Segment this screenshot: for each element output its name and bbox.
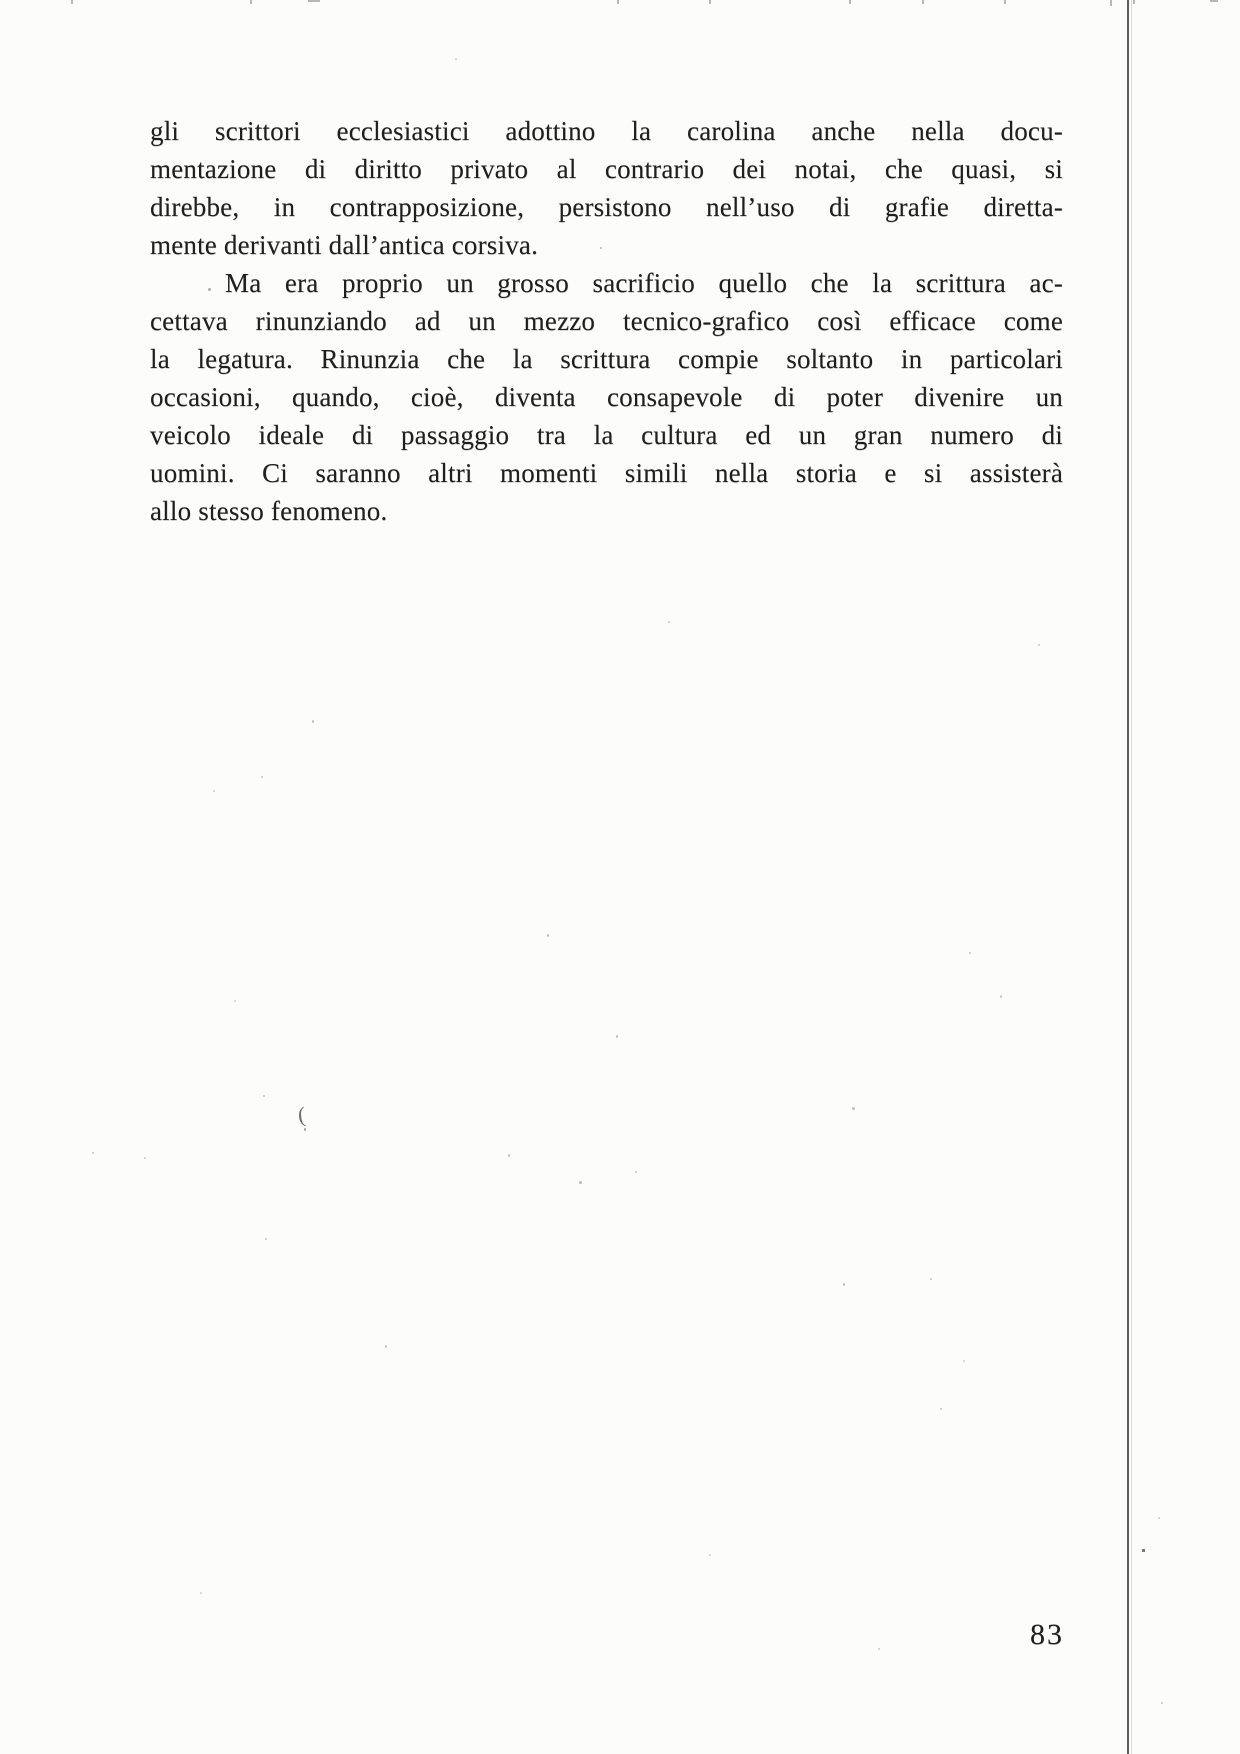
scan-speck: [304, 1128, 306, 1131]
scan-speck: [508, 1154, 510, 1157]
scan-tick: [709, 0, 711, 4]
scan-speck: [579, 1181, 582, 1184]
text-line: occasioni, quando, cioè, diventa consapevole di poter divenire un: [150, 382, 1063, 412]
scan-speck: [963, 1360, 965, 1362]
scan-tick: [849, 0, 851, 4]
text-line: direbbe, in contrapposizione, persistono nell’uso di grafie diretta-: [150, 192, 1063, 222]
text-line: mentazione di diritto privato al contrario dei notai, che quasi, si: [150, 154, 1063, 184]
scan-tick: [922, 0, 924, 4]
scan-speck: [208, 288, 211, 291]
scan-tick: [250, 0, 252, 4]
text-line: cettava rinunziando ad un mezzo tecnico-grafico così efficace come: [150, 306, 1063, 336]
scan-speck: [616, 1035, 618, 1038]
text-line: veicolo ideale di passaggio tra la cultura ed un gran numero di: [150, 420, 1063, 450]
scan-speck: [940, 1408, 942, 1410]
text-line: uomini. Ci saranno altri momenti simili nella storia e si assisterà: [150, 458, 1063, 488]
scan-speck: [547, 934, 549, 937]
scan-speck: [312, 720, 314, 723]
scan-speck: [843, 1283, 845, 1286]
scan-speck: [263, 1095, 265, 1097]
scan-speck: [709, 1554, 711, 1556]
scan-speck: [1161, 1702, 1163, 1704]
scan-speck: [1038, 644, 1040, 646]
text-line: allo stesso fenomeno.: [150, 496, 388, 526]
scan-speck: [261, 776, 263, 778]
text-line: mente derivanti dall’antica corsiva.: [150, 230, 539, 260]
scan-speck: [144, 1157, 146, 1159]
stray-paren-mark: (: [296, 1101, 307, 1128]
scan-tick: [71, 0, 73, 4]
scan-tick: [1210, 0, 1218, 2]
text-line: la legatura. Rinunzia che la scrittura compie soltanto in particolari: [150, 344, 1063, 374]
scan-tick: [617, 0, 619, 4]
scan-speck: [92, 1152, 94, 1154]
scan-speck: [1142, 1549, 1145, 1552]
scan-speck: [234, 1000, 236, 1002]
page-number: 83: [1030, 1618, 1064, 1651]
text-block: [150, 112, 1063, 530]
scan-tick: [1133, 0, 1135, 4]
text-line: gli scrittori ecclesiastici adottino la carolina anche nella docu-: [150, 116, 1063, 146]
scan-speck: [668, 621, 670, 623]
scan-speck: [385, 1345, 387, 1348]
scan-speck: [635, 1171, 637, 1173]
scan-speck: [455, 58, 457, 60]
scan-speck: [200, 1592, 202, 1594]
scan-speck: [852, 1107, 855, 1110]
page-edge-line: [1127, 0, 1129, 1754]
page-edge-line-halo: [1131, 0, 1132, 1754]
text-line: Ma era proprio un grosso sacrificio quello che la scrittura ac-: [225, 268, 1063, 298]
scan-speck: [265, 1238, 267, 1240]
scan-speck: [1158, 1517, 1160, 1519]
scan-speck: [969, 952, 971, 954]
scan-speck: [600, 247, 602, 249]
scan-speck: [878, 1648, 880, 1650]
scan-speck: [213, 790, 215, 792]
scan-tick: [308, 0, 320, 2]
scan-speck: [930, 1278, 932, 1280]
scan-tick: [1110, 0, 1112, 6]
scan-speck: [1000, 995, 1002, 998]
scan-tick: [1004, 0, 1006, 4]
